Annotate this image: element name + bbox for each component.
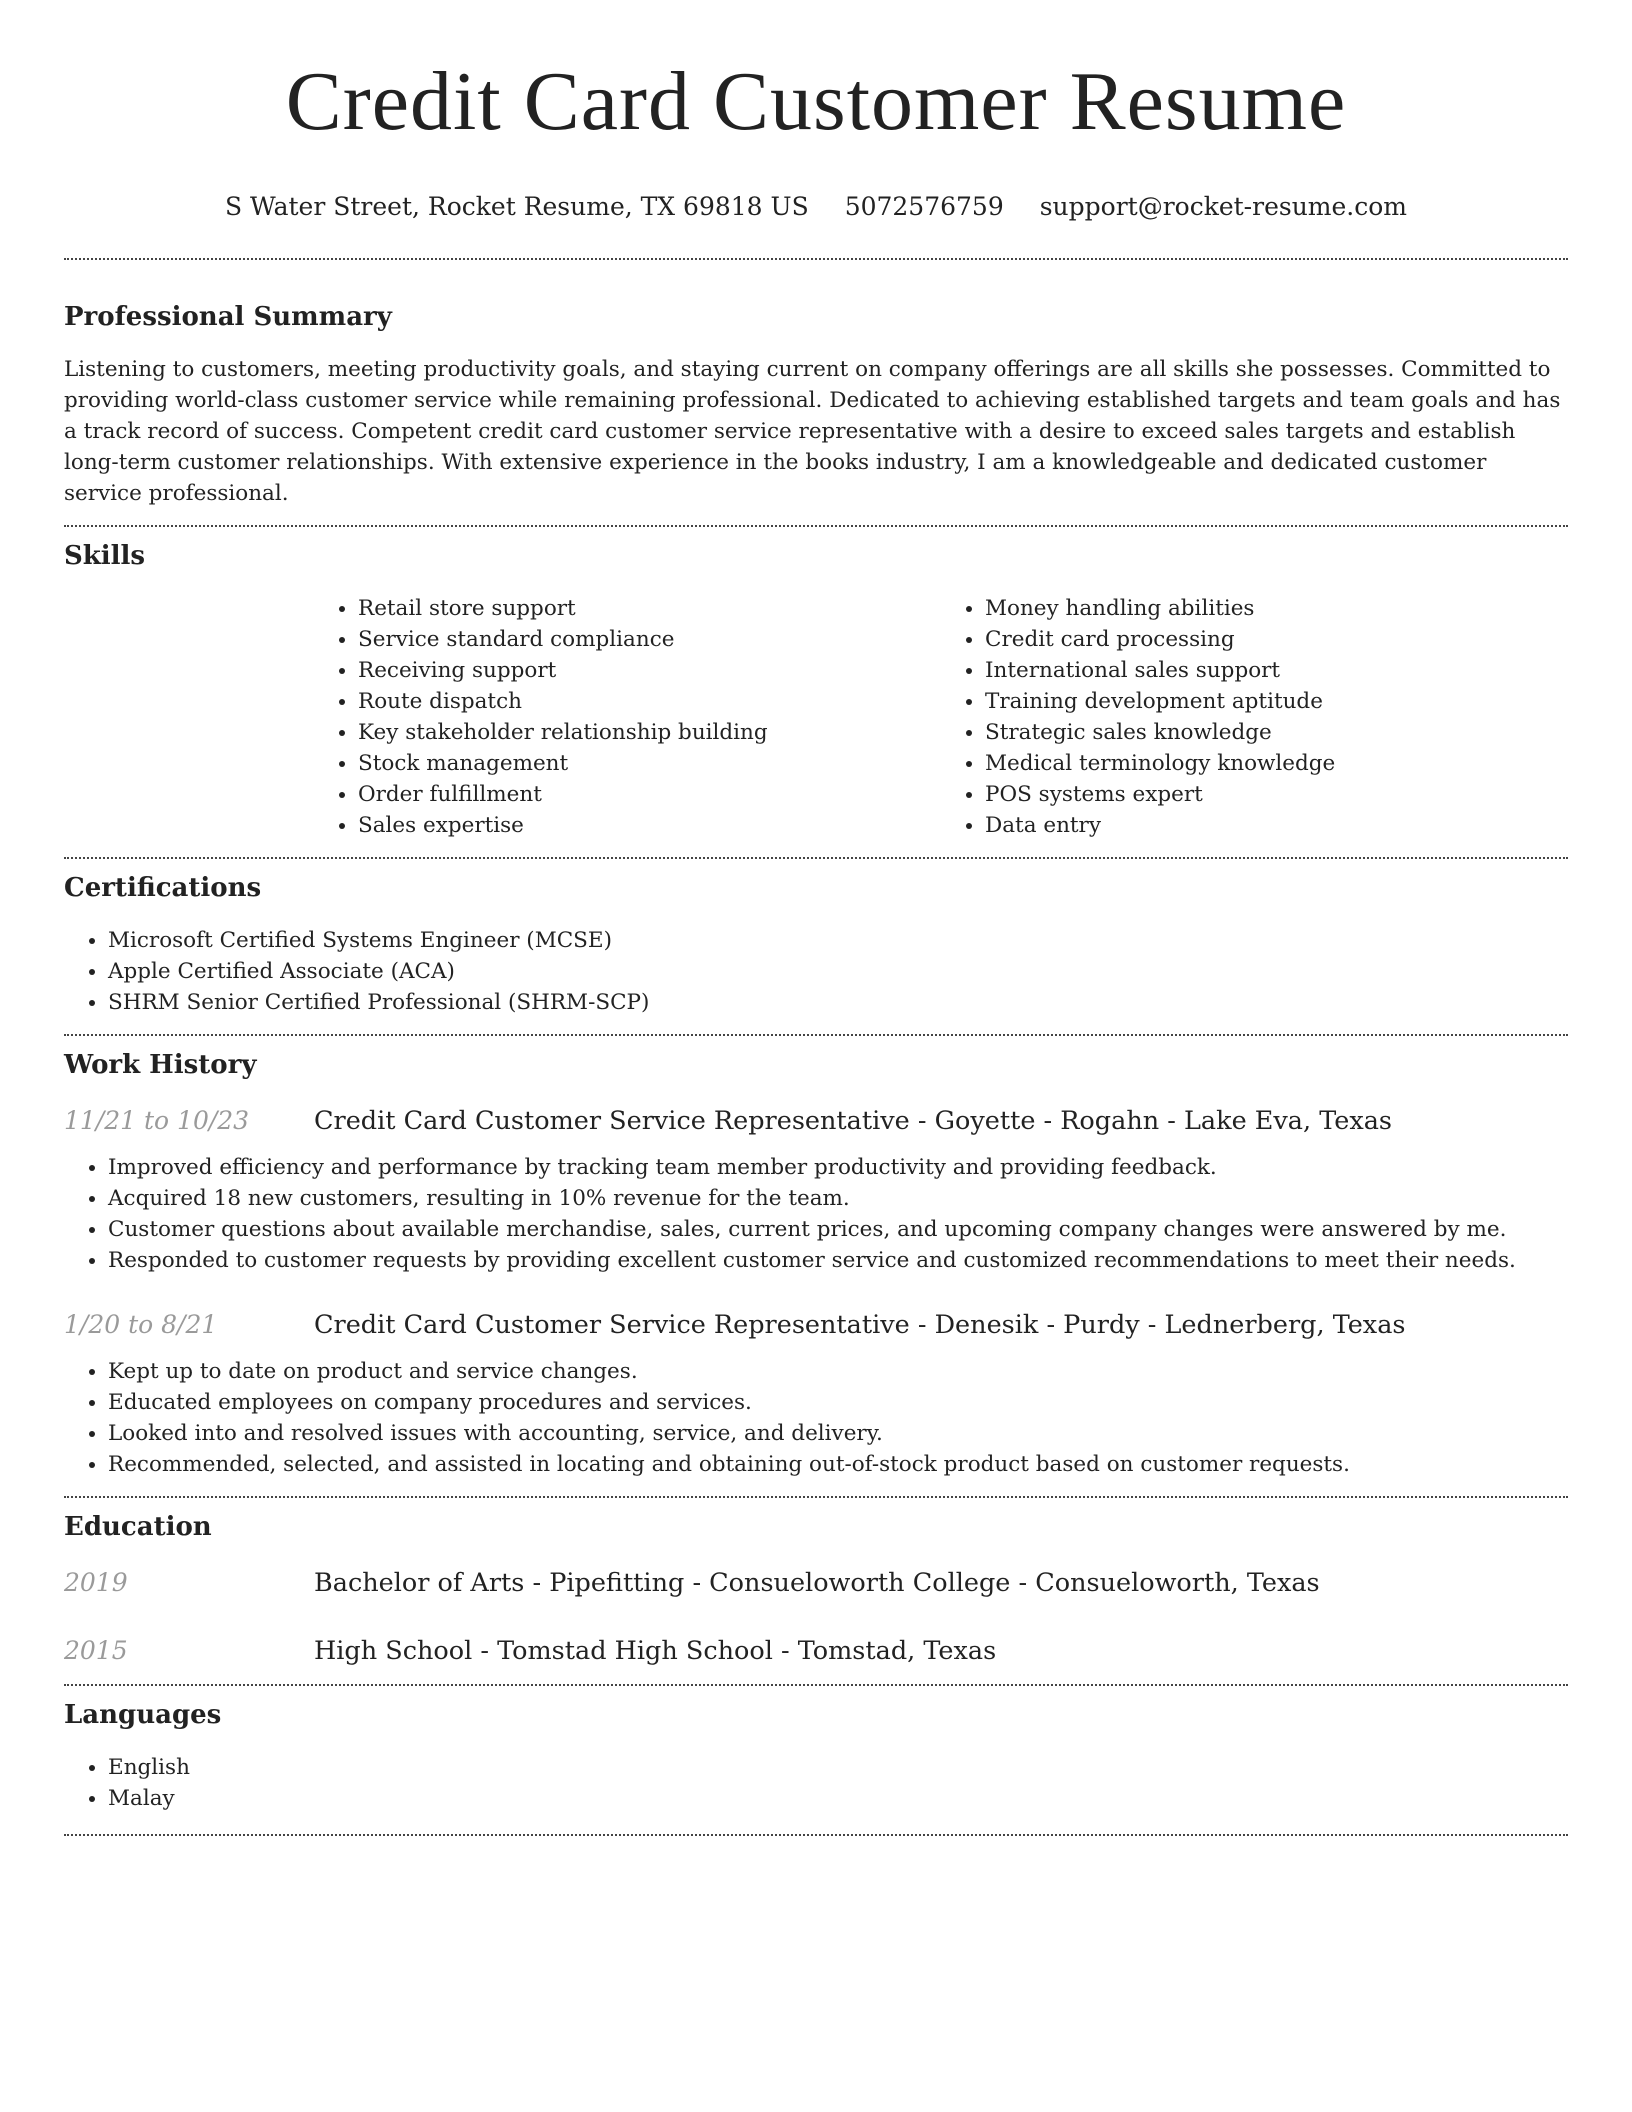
work-history-section [64, 1048, 1568, 1480]
education-entry [64, 1634, 1568, 1668]
list-item: • Medical terminology knowledge [985, 748, 1568, 779]
list-item: • Retail store support [358, 593, 941, 624]
job-title: Credit Card Customer Service Representative - Denesik - Purdy - Lednerberg, Texas [314, 1310, 1406, 1340]
contact-address: S Water Street, Rocket Resume, TX 69818 US [224, 192, 809, 221]
skills-heading: Skills [64, 541, 146, 571]
list-item: • Looked into and resolved issues with accounting, service, and delivery. [108, 1418, 1568, 1449]
list-item: • Strategic sales knowledge [985, 717, 1568, 748]
certifications-list [64, 925, 1568, 1018]
work-history-heading: Work History [64, 1050, 257, 1080]
list-item: • Key stakeholder relationship building [358, 717, 941, 748]
skills-grid [314, 593, 1568, 841]
divider [64, 857, 1568, 859]
contact-phone: 5072576759 [844, 192, 1004, 221]
summary-text: Listening to customers, meeting productivity goals, and staying current on company offerings are all skills she possesses. Committed to providing world-class customer service while remaining professional. Dedicated to achieving established targets and team goals and has a track record of success. Competent credit card customer service representative with a desire to exceed sales targets and establish long-term customer relationships. With extensive experience in the books industry, I am a knowledgeable and dedicated customer service professional. [64, 357, 1561, 506]
list-item: • Order fulfillment [358, 779, 941, 810]
list-item: • Responded to customer requests by providing excellent customer service and customized recommendations to meet their needs. [108, 1245, 1568, 1276]
job-bullets [64, 1356, 1568, 1480]
job-dates: 1/20 to 8/21 [64, 1310, 218, 1339]
list-item: • Stock management [358, 748, 941, 779]
list-item: • Educated employees on company procedures and services. [108, 1387, 1568, 1418]
list-item: • Improved efficiency and performance by tracking team member productivity and providing feedback. [108, 1152, 1568, 1183]
list-item: • Service standard compliance [358, 624, 941, 655]
skills-section [64, 539, 1568, 841]
education-title: Bachelor of Arts - Pipefitting - Consueloworth College - Consueloworth, Texas [314, 1568, 1320, 1598]
contact-email: support@rocket-resume.com [1039, 192, 1408, 221]
divider [64, 1034, 1568, 1036]
list-item: • Microsoft Certified Systems Engineer (MCSE) [108, 925, 1568, 956]
list-item: • Malay [108, 1783, 1568, 1814]
languages-list [64, 1752, 1568, 1814]
list-item: • SHRM Senior Certified Professional (SHRM-SCP) [108, 987, 1568, 1018]
skills-list-right [941, 593, 1568, 841]
job-dates: 11/21 to 10/23 [64, 1106, 250, 1135]
education-title: High School - Tomstad High School - Tomstad, Texas [314, 1636, 997, 1666]
job-entry [64, 1308, 1568, 1342]
contact-line [64, 190, 1568, 224]
languages-section [64, 1698, 1568, 1814]
divider [64, 1834, 1568, 1836]
education-year: 2019 [64, 1568, 128, 1597]
languages-heading: Languages [64, 1700, 222, 1730]
skills-list-left [314, 593, 941, 841]
education-section [64, 1510, 1568, 1668]
education-year: 2015 [64, 1636, 128, 1665]
job-entry [64, 1104, 1568, 1138]
certifications-heading: Certifications [64, 873, 262, 903]
list-item: • Data entry [985, 810, 1568, 841]
job-title: Credit Card Customer Service Representative - Goyette - Rogahn - Lake Eva, Texas [314, 1106, 1392, 1136]
list-item: • International sales support [985, 655, 1568, 686]
list-item: • Receiving support [358, 655, 941, 686]
list-item: • Training development aptitude [985, 686, 1568, 717]
list-item: • English [108, 1752, 1568, 1783]
list-item: • Money handling abilities [985, 593, 1568, 624]
resume-title: Credit Card Customer Resume [285, 55, 1347, 148]
summary-heading: Professional Summary [64, 302, 392, 332]
list-item: • Recommended, selected, and assisted in locating and obtaining out-of-stock product based on customer requests. [108, 1449, 1568, 1480]
divider [64, 1496, 1568, 1498]
list-item: • Acquired 18 new customers, resulting in 10% revenue for the team. [108, 1183, 1568, 1214]
list-item: • Kept up to date on product and service changes. [108, 1356, 1568, 1387]
list-item: • Credit card processing [985, 624, 1568, 655]
summary-section [64, 300, 1568, 509]
divider [64, 1684, 1568, 1686]
list-item: • Sales expertise [358, 810, 941, 841]
list-item: • Customer questions about available merchandise, sales, current prices, and upcoming company changes were answered by me. [108, 1214, 1568, 1245]
divider [64, 525, 1568, 527]
job-bullets [64, 1152, 1568, 1276]
education-heading: Education [64, 1512, 212, 1542]
list-item: • Apple Certified Associate (ACA) [108, 956, 1568, 987]
divider [64, 258, 1568, 260]
list-item: • POS systems expert [985, 779, 1568, 810]
certifications-section [64, 871, 1568, 1018]
list-item: • Route dispatch [358, 686, 941, 717]
education-entry [64, 1566, 1568, 1600]
